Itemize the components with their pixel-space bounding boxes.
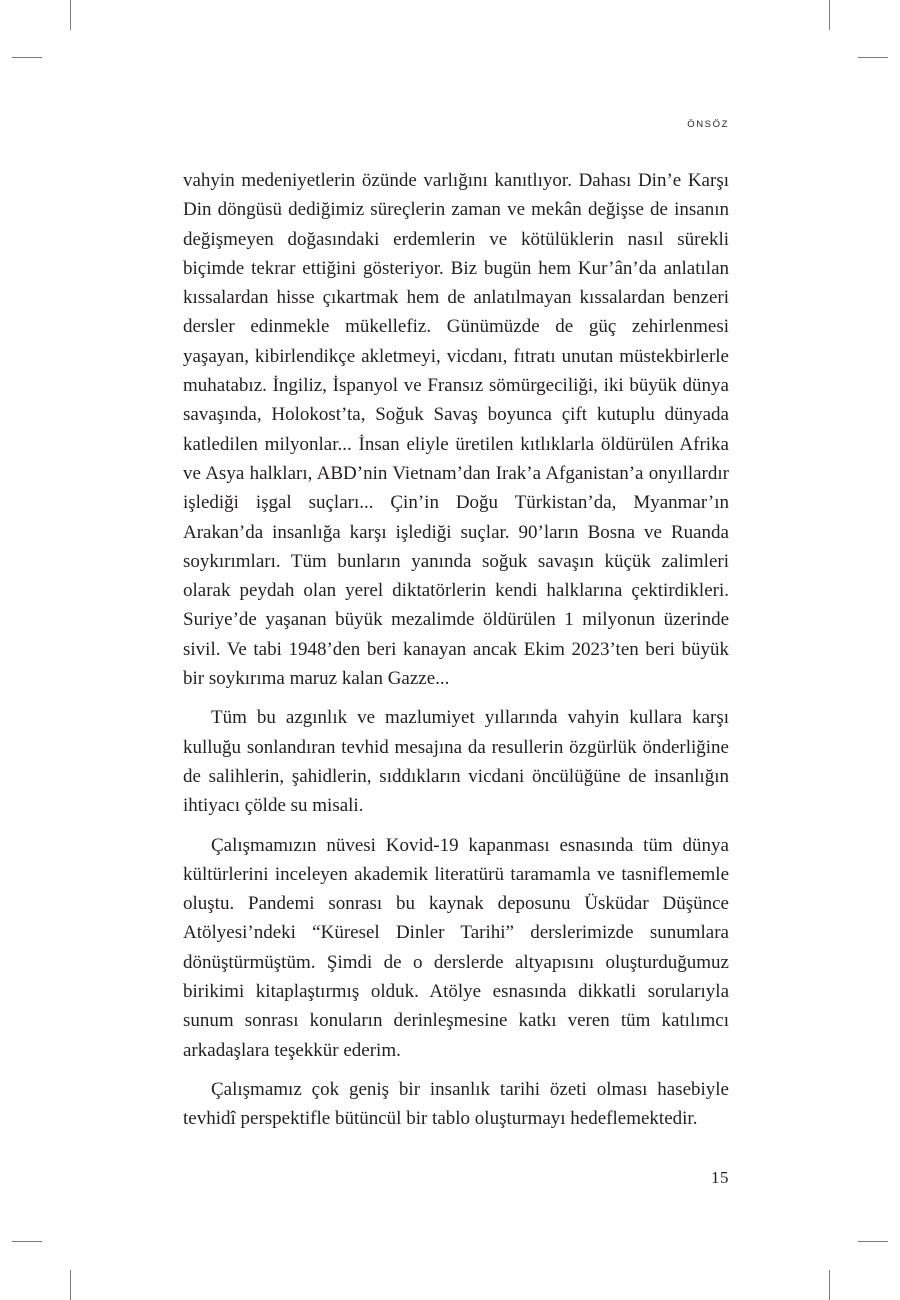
crop-mark-bottom-left-horizontal — [12, 1241, 42, 1242]
crop-mark-top-right-vertical — [829, 0, 830, 30]
body-text — [183, 166, 729, 1144]
crop-mark-bottom-right-vertical — [829, 1270, 830, 1300]
page-number: 15 — [711, 1168, 729, 1187]
crop-mark-top-left-vertical — [70, 0, 71, 30]
crop-mark-top-right-horizontal — [858, 57, 888, 58]
paragraph-2: Tüm bu azgınlık ve mazlumiyet yıllarında vahyin kullara karşı kulluğu sonlandıran tevhid mesajına da resullerin özgürlük önderliğine de salihlerin, şahidlerin, sıddıkların vicdani öncülüğüne de insanlığın ihtiyacı çölde su misali. — [183, 707, 729, 817]
paragraph-3: Çalışmamızın nüvesi Kovid-19 kapanması esnasında tüm dünya kültürlerini inceleyen akademik literatürü taramamla ve tasniflememle oluştu. Pandemi sonrası bu kaynak deposunu Üsküdar Düşünce Atölyesi’ndeki “Küresel Dinler Tarihi” derslerimizde sunumlara dönüştürmüştüm. Şimdi de o derslerde altyapısını oluşturduğumuz birikimi kitaplaştırmış olduk. Atölye esnasında dikkatli sorularıyla sunum sonrası konuların derinleşmesine katkı veren tüm katılımcı arkadaşlara teşekkür ederim. — [183, 834, 729, 1061]
running-head: ÖNSÖZ — [687, 119, 729, 130]
crop-mark-top-left-horizontal — [12, 57, 42, 58]
paragraph-4: Çalışmamız çok geniş bir insanlık tarihi özeti olması hasebiyle tevhidî perspektifle bütüncül bir tablo oluşturmayı hedeflemektedir. — [183, 1078, 729, 1130]
crop-mark-bottom-right-horizontal — [858, 1241, 888, 1242]
paragraph-1: vahyin medeniyetlerin özünde varlığını kanıtlıyor. Dahası Din’e Karşı Din döngüsü dediğimiz süreçlerin zaman ve mekân değişse de insanın değişmeyen doğasındaki erdemlerin ve kötülüklerin nasıl sürekli biçimde tekrar ettiğini gösteriyor. Biz bugün hem Kur’ân’da anlatılan kıssalardan hisse çıkartmak hem de anlatılmayan kıssalardan benzeri dersler edinmekle mükellefiz. Günümüzde de güç zehirlenmesi yaşayan, kibirlendikçe akletmeyi, vicdanı, fıtratı unutan müstekbirlerle muhatabız. İngiliz, İspanyol ve Fransız sömürgeciliği, iki büyük dünya savaşında, Holokost’ta, Soğuk Savaş boyunca çift kutuplu dünyada katledilen milyonlar... İnsan eliyle üretilen kıtlıklarla öldürülen Afrika ve Asya halkları, ABD’nin Vietnam’dan Irak’a Afganistan’a onyıllardır işlediği işgal suçları... Çin’in Doğu Türkistan’da, Myanmar’ın Arakan’da insanlığa karşı işlediği suçlar. 90’ların Bosna ve Ruanda soykırımları. Tüm bunların yanında soğuk savaşın küçük zalimleri olarak peydah olan yerel diktatörlerin kendi halklarına çektirdikleri. Suriye’de yaşanan büyük mezalimde öldürülen 1 milyonun üzerinde sivil. Ve tabi 1948’den beri kanayan ancak Ekim 2023’ten beri büyük bir soykırıma maruz kalan Gazze... — [183, 170, 729, 690]
crop-mark-bottom-left-vertical — [70, 1270, 71, 1300]
